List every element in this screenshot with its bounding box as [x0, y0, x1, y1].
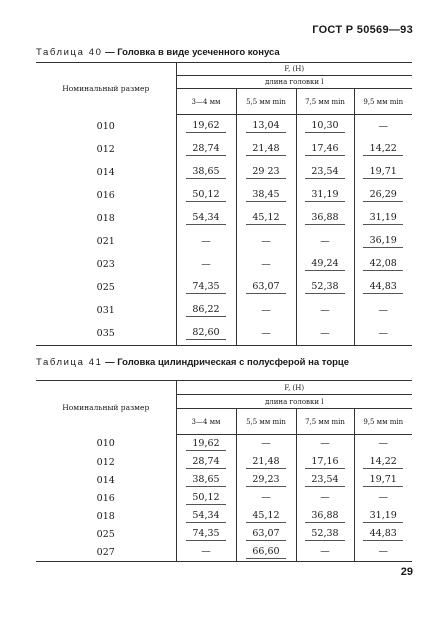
- cell-value: —: [320, 304, 330, 316]
- table-row: [36, 161, 412, 184]
- row-size: 016: [96, 492, 115, 504]
- table-cell: [296, 230, 354, 253]
- cell-value: 13,04: [246, 120, 286, 133]
- cell-value: —: [378, 304, 388, 316]
- cell-value: 54,34: [186, 510, 226, 523]
- cell-value: 36,88: [305, 510, 345, 523]
- cell-value: 14,22: [363, 456, 403, 469]
- table-cell: [354, 525, 412, 543]
- table-cell: [236, 299, 296, 322]
- table-cell: [354, 253, 412, 276]
- table-cell: [296, 115, 354, 139]
- row-size: 035: [96, 328, 115, 339]
- cell-value: —: [261, 327, 271, 339]
- table-cell: [354, 435, 412, 454]
- table-cell: [296, 322, 354, 346]
- table-cell: [354, 507, 412, 525]
- table-cell: [354, 161, 412, 184]
- row-size: 025: [96, 282, 115, 293]
- table-cell: [354, 299, 412, 322]
- cell-value: —: [201, 258, 211, 270]
- cell-value: 14,22: [363, 143, 403, 156]
- table-40: [36, 62, 412, 346]
- col-header-length: длина головки l: [176, 76, 412, 89]
- cell-value: —: [320, 438, 330, 449]
- cell-value: 74,35: [186, 528, 226, 541]
- table-41-body: [36, 435, 412, 562]
- table-cell: [236, 138, 296, 161]
- table-row: [36, 435, 412, 454]
- table-cell: [236, 161, 296, 184]
- col-header-force: F, (H): [176, 63, 412, 76]
- col-header-9-5: 9,5 мм min: [354, 89, 412, 115]
- table-cell: [176, 507, 236, 525]
- cell-value: 10,30: [305, 120, 345, 133]
- table-cell: [354, 543, 412, 562]
- table-cell: [296, 507, 354, 525]
- table-41: [36, 380, 412, 562]
- table-cell: [236, 525, 296, 543]
- row-size: 014: [96, 167, 115, 178]
- row-size: 023: [96, 259, 115, 270]
- table-40-number: Таблица 40: [36, 47, 103, 58]
- cell-value: 31,19: [363, 510, 403, 523]
- table-cell: [354, 489, 412, 507]
- table-cell: [236, 207, 296, 230]
- cell-value: 44,83: [363, 281, 403, 294]
- table-row: [36, 276, 412, 299]
- table-cell: [354, 322, 412, 346]
- cell-value: —: [261, 235, 271, 247]
- cell-value: 23,54: [305, 474, 345, 487]
- cell-value: 19,71: [363, 474, 403, 487]
- cell-value: 19,62: [186, 120, 226, 133]
- table-cell: [296, 138, 354, 161]
- row-size: 031: [96, 305, 115, 316]
- table-cell: [176, 115, 236, 139]
- cell-value: 82,60: [186, 327, 226, 340]
- table-cell: [296, 453, 354, 471]
- table-cell: [236, 230, 296, 253]
- cell-value: 86,22: [186, 304, 226, 317]
- cell-value: —: [378, 546, 388, 557]
- row-size: 012: [96, 144, 115, 155]
- table-cell: [236, 115, 296, 139]
- table-cell: [354, 138, 412, 161]
- table-cell: [296, 253, 354, 276]
- table-cell: [176, 453, 236, 471]
- col-header-force: F, (H): [176, 381, 412, 395]
- cell-value: 50,12: [186, 189, 226, 202]
- cell-value: 38,65: [186, 166, 226, 179]
- table-cell: [296, 184, 354, 207]
- cell-value: —: [261, 304, 271, 316]
- col-header-length: длина головки l: [176, 395, 412, 409]
- table-row: [36, 489, 412, 507]
- table-row: [36, 543, 412, 562]
- table-cell: [296, 525, 354, 543]
- page-number: 29: [400, 566, 413, 578]
- cell-value: —: [378, 120, 388, 132]
- table-cell: [176, 435, 236, 454]
- cell-value: —: [378, 492, 388, 503]
- table-cell: [354, 207, 412, 230]
- table-row: [36, 525, 412, 543]
- cell-value: —: [378, 327, 388, 339]
- cell-value: 52,38: [305, 281, 345, 294]
- table-cell: [236, 507, 296, 525]
- cell-value: 36,19: [363, 235, 403, 248]
- cell-value: 17,16: [305, 456, 345, 469]
- cell-value: 63,07: [246, 281, 286, 294]
- cell-value: 36,88: [305, 212, 345, 225]
- cell-value: 52,38: [305, 528, 345, 541]
- table-row: [36, 507, 412, 525]
- table-cell: [176, 489, 236, 507]
- table-cell: [236, 471, 296, 489]
- table-cell: [176, 543, 236, 562]
- table-row: [36, 138, 412, 161]
- row-size: 021: [96, 236, 115, 247]
- row-size: 010: [96, 120, 115, 132]
- table-row: [36, 471, 412, 489]
- table-row: [36, 115, 412, 139]
- table-row: [36, 453, 412, 471]
- cell-value: 17,46: [305, 143, 345, 156]
- table-cell: [296, 207, 354, 230]
- cell-value: —: [320, 546, 330, 557]
- table-cell: [296, 435, 354, 454]
- cell-value: 31,19: [363, 212, 403, 225]
- table-row: [36, 322, 412, 346]
- table-cell: [296, 489, 354, 507]
- table-cell: [354, 115, 412, 139]
- cell-value: 74,35: [186, 281, 226, 294]
- cell-value: —: [261, 258, 271, 270]
- cell-value: —: [378, 438, 388, 449]
- table-cell: [296, 276, 354, 299]
- cell-value: 29 23: [246, 166, 286, 179]
- cell-value: —: [201, 546, 211, 557]
- col-header-5-5: 5,5 мм min: [236, 409, 296, 435]
- table-41-number: Таблица 41: [36, 357, 103, 368]
- table-cell: [296, 543, 354, 562]
- cell-value: —: [261, 492, 271, 503]
- col-header-5-5: 5,5 мм min: [236, 89, 296, 115]
- row-size: 025: [96, 528, 115, 540]
- col-header-nominal-size: Номинальный размер: [62, 402, 150, 412]
- cell-value: —: [320, 327, 330, 339]
- table-41-title: — Головка цилиндрическая с полусферой на торце: [105, 357, 350, 368]
- cell-value: 29,23: [246, 474, 286, 487]
- cell-value: 49,24: [305, 258, 345, 271]
- col-header-7-5: 7,5 мм min: [296, 89, 354, 115]
- cell-value: 54,34: [186, 212, 226, 225]
- cell-value: —: [261, 438, 271, 449]
- table-cell: [296, 299, 354, 322]
- cell-value: —: [320, 235, 330, 247]
- table-cell: [236, 435, 296, 454]
- table-40-title: — Головка в виде усеченного конуса: [105, 47, 280, 58]
- cell-value: —: [201, 235, 211, 247]
- table-cell: [354, 453, 412, 471]
- table-cell: [354, 230, 412, 253]
- row-size: 018: [96, 213, 115, 224]
- cell-value: 45,12: [246, 212, 286, 225]
- table-row: [36, 207, 412, 230]
- cell-value: 50,12: [186, 492, 226, 505]
- table-cell: [236, 276, 296, 299]
- table-cell: [176, 138, 236, 161]
- table-cell: [236, 253, 296, 276]
- row-size: 012: [96, 456, 115, 468]
- table-row: [36, 253, 412, 276]
- table-41-caption: [36, 357, 349, 368]
- cell-value: 21,48: [246, 143, 286, 156]
- table-cell: [236, 184, 296, 207]
- table-cell: [236, 453, 296, 471]
- table-cell: [176, 299, 236, 322]
- table-cell: [296, 471, 354, 489]
- table-cell: [176, 525, 236, 543]
- table-cell: [176, 322, 236, 346]
- cell-value: 42,08: [363, 258, 403, 271]
- row-size: 016: [96, 190, 115, 201]
- table-row: [36, 184, 412, 207]
- table-row: [36, 299, 412, 322]
- row-size: 014: [96, 474, 115, 486]
- cell-value: 28,74: [186, 456, 226, 469]
- col-header-nominal-size: Номинальный размер: [62, 83, 150, 93]
- cell-value: 45,12: [246, 510, 286, 523]
- table-cell: [176, 207, 236, 230]
- col-header-3-4: 3—4 мм: [176, 89, 236, 115]
- table-cell: [176, 230, 236, 253]
- table-cell: [296, 161, 354, 184]
- table-cell: [354, 184, 412, 207]
- cell-value: 19,71: [363, 166, 403, 179]
- table-cell: [236, 322, 296, 346]
- col-header-3-4: 3—4 мм: [176, 409, 236, 435]
- table-row: [36, 230, 412, 253]
- cell-value: 38,65: [186, 474, 226, 487]
- table-cell: [354, 471, 412, 489]
- row-size: 018: [96, 510, 115, 522]
- col-header-7-5: 7,5 мм min: [296, 409, 354, 435]
- table-cell: [236, 543, 296, 562]
- document-header: ГОСТ Р 50569—93: [312, 24, 413, 36]
- cell-value: 38,45: [246, 189, 286, 202]
- cell-value: 19,62: [186, 438, 226, 451]
- col-header-9-5: 9,5 мм min: [354, 409, 412, 435]
- cell-value: —: [320, 492, 330, 503]
- table-cell: [176, 276, 236, 299]
- cell-value: 63,07: [246, 528, 286, 541]
- table-40-caption: [36, 47, 280, 58]
- cell-value: 21,48: [246, 456, 286, 469]
- table-cell: [176, 471, 236, 489]
- table-cell: [354, 276, 412, 299]
- cell-value: 66,60: [246, 546, 286, 559]
- table-cell: [176, 253, 236, 276]
- table-cell: [176, 184, 236, 207]
- table-cell: [176, 161, 236, 184]
- table-40-body: [36, 115, 412, 346]
- cell-value: 28,74: [186, 143, 226, 156]
- row-size: 027: [96, 546, 115, 558]
- table-cell: [236, 489, 296, 507]
- cell-value: 26,29: [363, 189, 403, 202]
- cell-value: 23,54: [305, 166, 345, 179]
- cell-value: 31,19: [305, 189, 345, 202]
- row-size: 010: [96, 438, 115, 450]
- cell-value: 44,83: [363, 528, 403, 541]
